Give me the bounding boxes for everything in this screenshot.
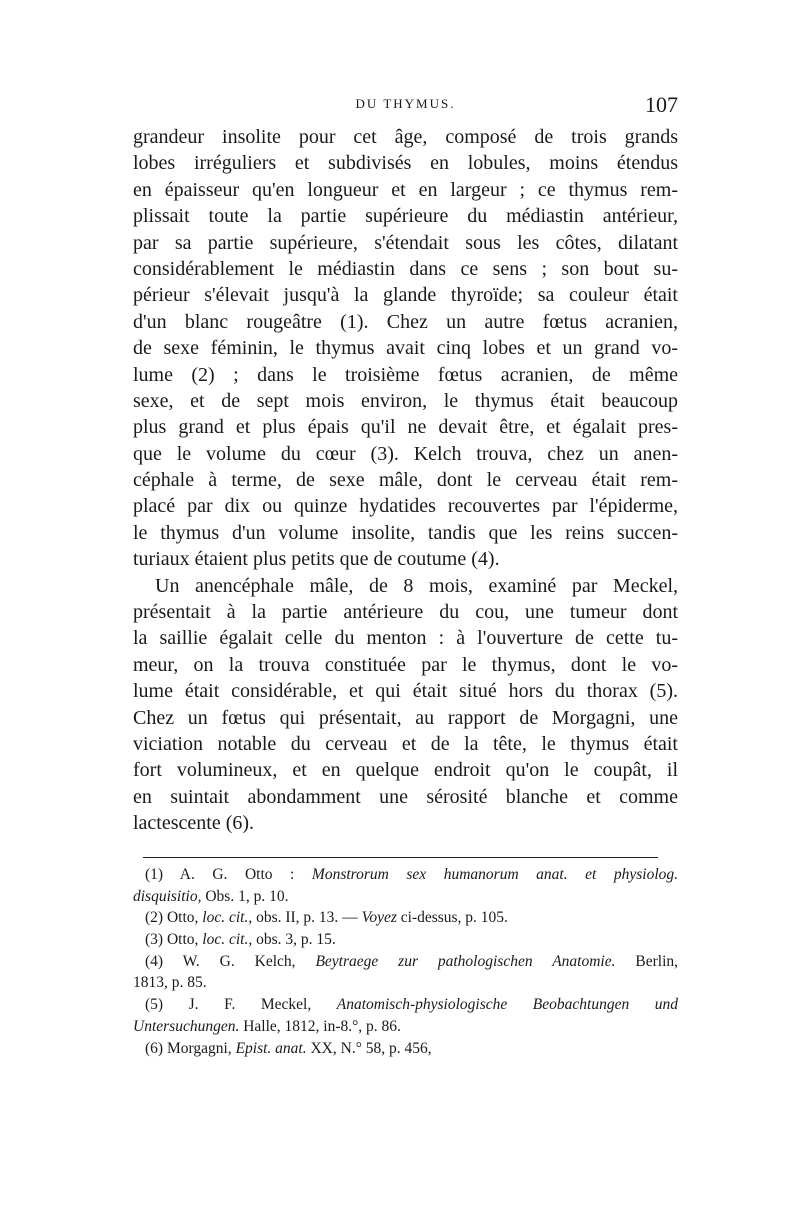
text-line: le thymus d'un volume insolite, tandis que les reins succen-	[133, 521, 678, 544]
running-title: DU THYMUS.	[355, 96, 456, 111]
text-line: considérablement le médiastin dans ce sens ; son bout su-	[133, 257, 678, 280]
footnote-4-cont: 1813, p. 85.	[133, 974, 207, 992]
text-line: d'un blanc rougeâtre (1). Chez un autre fœtus acranien,	[133, 310, 678, 333]
footnotes	[133, 864, 678, 1059]
text-line: périeur s'élevait jusqu'à la glande thyroïde; sa couleur était	[133, 284, 678, 307]
footnote-4: (4) W. G. Kelch, Beytraege zur pathologischen Anatomie. Berlin,	[145, 952, 678, 970]
text-line: de sexe féminin, le thymus avait cinq lobes et un grand vo-	[133, 337, 678, 360]
text-line: en suintait abondamment une sérosité blanche et comme	[133, 785, 678, 808]
footnote-2: (2) Otto, loc. cit., obs. II, p. 13. — Voyez ci-dessus, p. 105.	[145, 909, 508, 927]
text-line: sexe, et de sept mois environ, le thymus était beaucoup	[133, 389, 678, 412]
text-line: la saillie égalait celle du menton : à l'ouverture de cette tu-	[133, 627, 678, 650]
footnote-3: (3) Otto, loc. cit., obs. 3, p. 15.	[145, 931, 336, 949]
running-head	[133, 92, 678, 116]
text-line: que le volume du cœur (3). Kelch trouva, chez un anen-	[133, 442, 678, 465]
text-line: par sa partie supérieure, s'étendait sous les côtes, dilatant	[133, 231, 678, 254]
text-line: lobes irréguliers et subdivisés en lobules, moins étendus	[133, 152, 678, 175]
footnote-6: (6) Morgagni, Epist. anat. XX, N.° 58, p. 456,	[145, 1039, 432, 1057]
body-text	[133, 124, 678, 837]
text-line: turiaux étaient plus petits que de coutume (4).	[133, 548, 500, 571]
footnote-5-cont: Untersuchungen. Halle, 1812, in-8.°, p. 86.	[133, 1017, 401, 1035]
text-line: en épaisseur qu'en longueur et en largeur ; ce thymus rem-	[133, 178, 678, 201]
text-line: fort volumineux, et en quelque endroit qu'on le coupât, il	[133, 759, 678, 782]
text-line: céphale à terme, de sexe mâle, dont le cerveau était rem-	[133, 469, 678, 492]
text-line: plissait toute la partie supérieure du médiastin antérieur,	[133, 205, 678, 228]
text-line: lume (2) ; dans le troisième fœtus acranien, de même	[133, 363, 678, 386]
text-line: présentait à la partie antérieure du cou, une tumeur dont	[133, 601, 678, 624]
text-line: lume était considérable, et qui était situé hors du thorax (5).	[133, 680, 678, 703]
page-number: 107	[645, 92, 678, 117]
text-line: viciation notable du cerveau et de la tête, le thymus était	[133, 732, 678, 755]
text-line: lactescente (6).	[133, 812, 255, 835]
text-line: placé par dix ou quinze hydatides recouvertes par l'épiderme,	[133, 495, 678, 518]
text-line: Un anencéphale mâle, de 8 mois, examiné par Meckel,	[155, 574, 678, 597]
text-line: grandeur insolite pour cet âge, composé de trois grands	[133, 126, 678, 148]
footnote-1: (1) A. G. Otto : Monstrorum sex humanorum anat. et physiolog.	[145, 866, 678, 883]
text-line: Chez un fœtus qui présentait, au rapport de Morgagni, une	[133, 706, 678, 729]
footnote-1-cont: disquisitio, Obs. 1, p. 10.	[133, 887, 289, 905]
text-line: plus grand et plus épais qu'il ne devait être, et égalait pres-	[133, 416, 678, 439]
footnote-5: (5) J. F. Meckel, Anatomisch-physiologische Beobachtungen und	[145, 996, 678, 1014]
text-line: meur, on la trouva constituée par le thymus, dont le vo-	[133, 653, 678, 676]
footnote-rule	[143, 857, 658, 858]
